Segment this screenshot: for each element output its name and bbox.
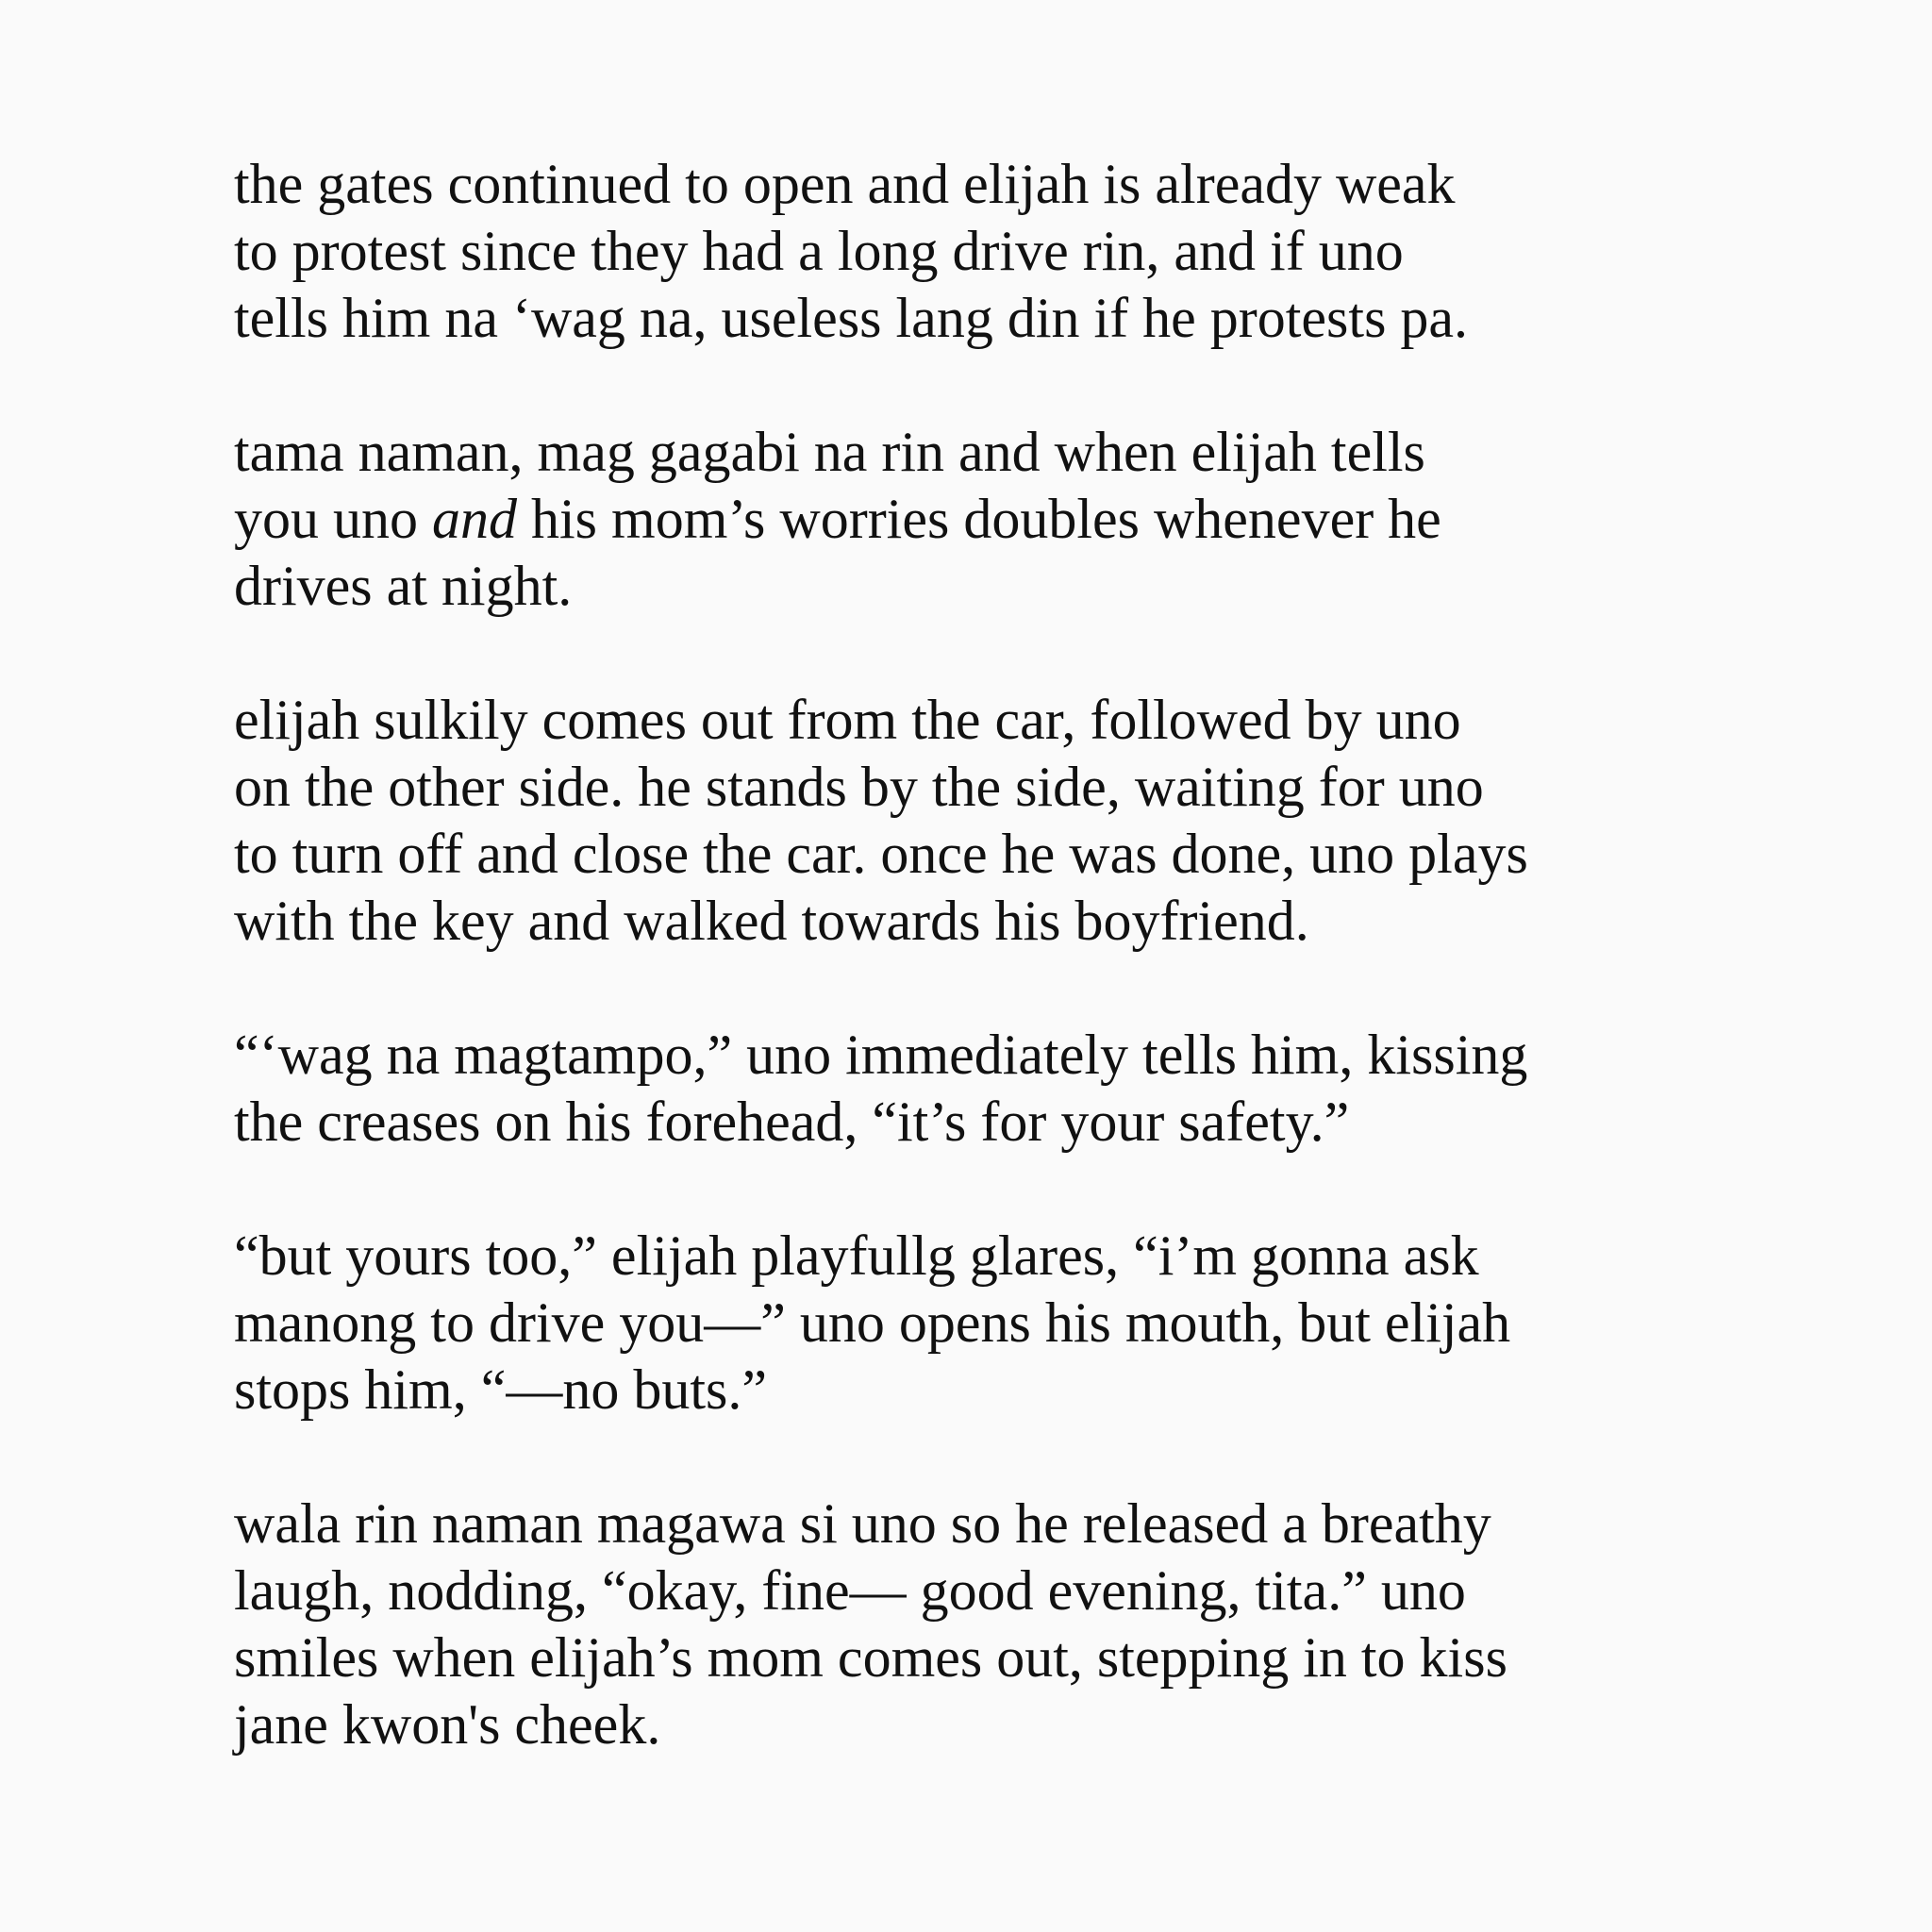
paragraph-5	[234, 1223, 1781, 1424]
text-line-with-emphasis	[234, 486, 1781, 553]
text-line: “but yours too,” elijah playfullg glares, “i’m gonna ask	[234, 1224, 1479, 1287]
text-line: to protest since they had a long drive rin, and if uno	[234, 220, 1404, 282]
text-line: wala rin naman magawa si uno so he released a breathy	[234, 1492, 1491, 1555]
text-segment: you uno	[234, 488, 432, 550]
text-line: tama naman, mag gagabi na rin and when elijah tells	[234, 421, 1425, 483]
text-line: stops him, “—no buts.”	[234, 1358, 767, 1421]
text-line: drives at night.	[234, 555, 573, 617]
text-line: jane kwon's cheek.	[234, 1693, 661, 1756]
paragraph-2	[234, 419, 1781, 620]
text-line: the creases on his forehead, “it’s for your safety.”	[234, 1091, 1350, 1153]
text-segment: his mom’s worries doubles whenever he	[517, 488, 1441, 550]
text-line: smiles when elijah’s mom comes out, stepping in to kiss	[234, 1626, 1507, 1689]
text-line: on the other side. he stands by the side, waiting for uno	[234, 756, 1484, 818]
paragraph-4	[234, 1022, 1781, 1156]
paragraph-3	[234, 687, 1781, 955]
text-line: “‘wag na magtampo,” uno immediately tells him, kissing	[234, 1024, 1528, 1086]
paragraph-1	[234, 151, 1781, 352]
text-line: laugh, nodding, “okay, fine— good evening, tita.” uno	[234, 1559, 1466, 1622]
text-line: manong to drive you—” uno opens his mouth, but elijah	[234, 1291, 1511, 1354]
text-line: elijah sulkily comes out from the car, followed by uno	[234, 689, 1461, 751]
story-text-page	[234, 151, 1781, 1825]
italic-emphasis: and	[432, 488, 517, 550]
text-line: tells him na ‘wag na, useless lang din if he protests pa.	[234, 287, 1469, 349]
paragraph-6	[234, 1491, 1781, 1758]
text-line: to turn off and close the car. once he was done, uno plays	[234, 823, 1528, 885]
text-line: with the key and walked towards his boyfriend.	[234, 890, 1309, 952]
text-line: the gates continued to open and elijah is already weak	[234, 153, 1456, 215]
